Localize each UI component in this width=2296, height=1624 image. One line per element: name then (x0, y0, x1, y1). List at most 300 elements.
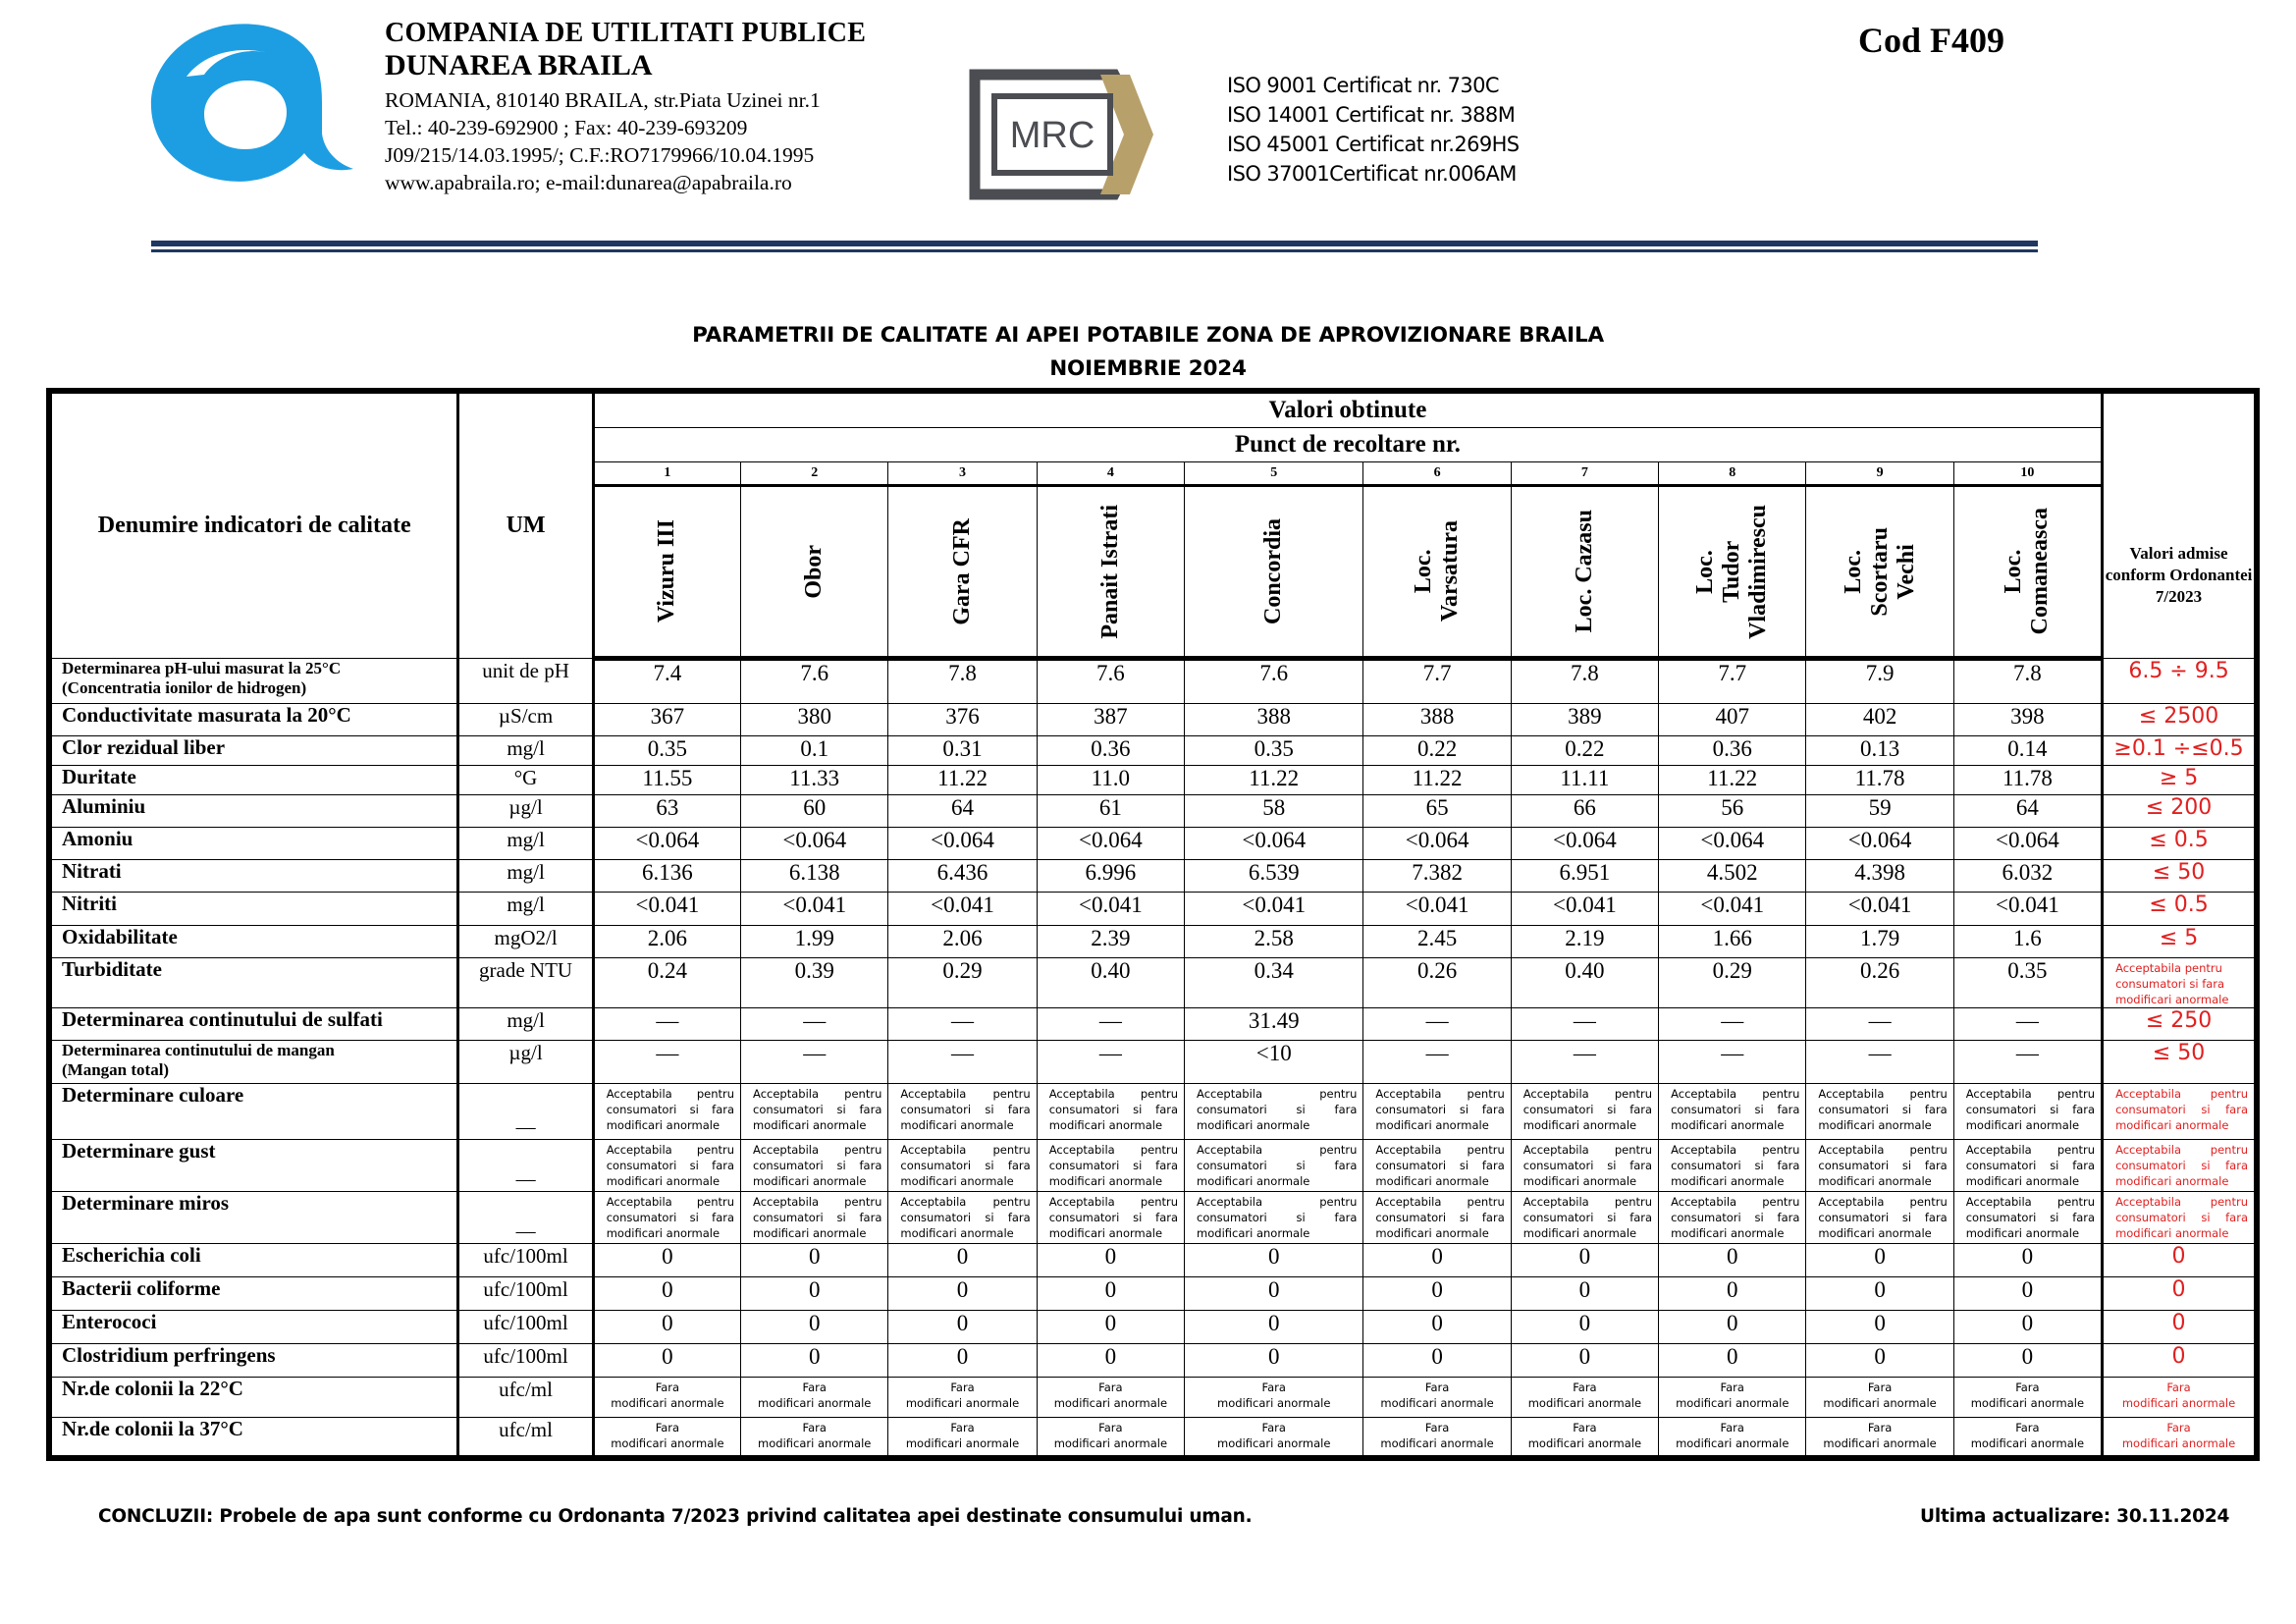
measured-value: Acceptabila pentru consumatori si fara modificari anormale (1185, 1192, 1363, 1244)
unit-of-measure: mg/l (458, 828, 593, 860)
admitted-value: Acceptabila pentru consumatori si fara modificari anormale (2103, 1192, 2257, 1244)
indicator-name (49, 893, 458, 926)
measured-value: 0 (1953, 1311, 2102, 1344)
measured-value: 7.6 (1185, 659, 1363, 704)
measured-value: Acceptabila pentru consumatori si fara modificari anormale (741, 1140, 888, 1192)
measured-value: 7.9 (1806, 659, 1953, 704)
indicator-name (49, 1244, 458, 1277)
measured-value: <0.041 (1185, 893, 1363, 926)
measured-value: 398 (1953, 704, 2102, 736)
measured-value: <0.041 (741, 893, 888, 926)
measured-value: Acceptabila pentru consumatori si fara modificari anormale (1037, 1192, 1184, 1244)
header-values-obtained: Valori obtinute (593, 391, 2102, 428)
measured-value: — (888, 1041, 1037, 1084)
measured-value: 0.22 (1511, 736, 1658, 766)
measured-value: 63 (593, 795, 740, 828)
sampling-point-name-line: Concordia (1260, 518, 1287, 624)
table-row (49, 893, 2257, 926)
iso-line: ISO 37001Certificat nr.006AM (1227, 162, 1517, 186)
measured-value: Acceptabila pentru consumatori si fara modificari anormale (593, 1192, 740, 1244)
unit-of-measure: µS/cm (458, 704, 593, 736)
admitted-value: ≤ 50 (2103, 860, 2257, 893)
sampling-point-number: 5 (1185, 462, 1363, 486)
measured-value: 0 (1185, 1344, 1363, 1378)
measured-value (593, 1418, 740, 1458)
measured-value: 0 (1806, 1344, 1953, 1378)
column-header-indicator: Denumire indicatori de calitate (49, 391, 458, 659)
indicator-name (49, 958, 458, 1008)
measured-value: — (1806, 1041, 1953, 1084)
unit-of-measure: — (458, 1140, 593, 1192)
header-divider (151, 249, 2038, 252)
result-text: Fara (950, 1380, 975, 1394)
measured-value: 0.29 (888, 958, 1037, 1008)
measured-value: 7.8 (1511, 659, 1658, 704)
measured-value: Acceptabila pentru consumatori si fara modificari anormale (1953, 1192, 2102, 1244)
table-row (49, 1344, 2257, 1378)
measured-value: Acceptabila pentru consumatori si fara modificari anormale (1037, 1140, 1184, 1192)
measured-value: <0.064 (1511, 828, 1658, 860)
header-divider (151, 241, 2038, 246)
indicator-name (49, 736, 458, 766)
measured-value: 0.1 (741, 736, 888, 766)
result-text: Fara (1261, 1380, 1286, 1394)
measured-value: 60 (741, 795, 888, 828)
result-text: modificari anormale (611, 1436, 724, 1450)
measured-value: 59 (1806, 795, 1953, 828)
indicator-name-detail: (Mangan total) (62, 1060, 170, 1079)
measured-value: 0 (1953, 1277, 2102, 1311)
result-text: Fara (655, 1421, 680, 1435)
measured-value (1185, 1418, 1363, 1458)
measured-value: 0 (1363, 1311, 1511, 1344)
measured-value: Acceptabila pentru consumatori si fara modificari anormale (888, 1192, 1037, 1244)
measured-value: <0.064 (1953, 828, 2102, 860)
measured-value: <0.041 (1659, 893, 1806, 926)
unit-of-measure: ufc/100ml (458, 1277, 593, 1311)
measured-value: 11.11 (1511, 766, 1658, 795)
measured-value: 0 (1806, 1277, 1953, 1311)
admitted-value (2103, 1418, 2257, 1458)
measured-value: 11.78 (1953, 766, 2102, 795)
measured-value (1037, 1378, 1184, 1418)
result-text: modificari anormale (1823, 1396, 1937, 1410)
indicator-name (49, 1418, 458, 1458)
company-address: ROMANIA, 810140 BRAILA, str.Piata Uzinei nr.1 (385, 87, 821, 112)
indicator-name (49, 1041, 458, 1084)
measured-value: Acceptabila pentru consumatori si fara modificari anormale (741, 1192, 888, 1244)
result-text: Fara (1720, 1421, 1744, 1435)
measured-value: 0 (1037, 1344, 1184, 1378)
measured-value: Acceptabila pentru consumatori si fara modificari anormale (1806, 1140, 1953, 1192)
table-row (49, 828, 2257, 860)
sampling-point-name-line: Loc. (1692, 549, 1719, 594)
indicator-name-text: Bacterii coliforme (62, 1276, 221, 1300)
measured-value: 380 (741, 704, 888, 736)
indicator-name-text: Duritate (62, 765, 136, 788)
measured-value: 11.22 (1363, 766, 1511, 795)
result-text: Fara (1424, 1380, 1450, 1394)
measured-value: 0.29 (1659, 958, 1806, 1008)
indicator-name-text: Determinare gust (62, 1139, 216, 1163)
result-text: modificari anormale (1217, 1436, 1331, 1450)
measured-value: 4.398 (1806, 860, 1953, 893)
result-text: modificari anormale (1380, 1396, 1494, 1410)
measured-value: — (1363, 1008, 1511, 1041)
sampling-point-name-line: Loc. (1411, 549, 1437, 594)
measured-value: <10 (1185, 1041, 1363, 1084)
result-text: modificari anormale (611, 1396, 724, 1410)
measured-value: Acceptabila pentru consumatori si fara modificari anormale (1953, 1140, 2102, 1192)
table-row (49, 1008, 2257, 1041)
measured-value: — (1363, 1041, 1511, 1084)
unit-of-measure: ufc/ml (458, 1418, 593, 1458)
indicator-name-text: Nitriti (62, 892, 117, 915)
column-header-um: UM (458, 391, 593, 659)
measured-value: 0 (1363, 1244, 1511, 1277)
result-text: modificari anormale (1527, 1396, 1642, 1410)
measured-value: 0 (1363, 1344, 1511, 1378)
table-row (49, 1378, 2257, 1418)
sampling-point-name-line: Vizuru III (654, 519, 680, 623)
company-phone: Tel.: 40-239-692900 ; Fax: 40-239-693209 (385, 115, 748, 139)
admitted-value: Acceptabila pentru consumatori si fara modificari anormale (2103, 1140, 2257, 1192)
measured-value: 1.66 (1659, 926, 1806, 958)
sampling-point-number: 10 (1953, 462, 2102, 486)
result-text: Fara (802, 1380, 827, 1394)
result-text: Fara (2166, 1380, 2191, 1394)
result-text: modificari anormale (758, 1396, 872, 1410)
measured-value: 66 (1511, 795, 1658, 828)
sampling-point-number: 3 (888, 462, 1037, 486)
admitted-value: Acceptabila pentru consumatori si fara modificari anormale (2103, 1084, 2257, 1140)
admitted-value: ≥0.1 ÷≤0.5 (2103, 736, 2257, 766)
measured-value: 0 (888, 1244, 1037, 1277)
measured-value: 11.33 (741, 766, 888, 795)
measured-value: 4.502 (1659, 860, 1806, 893)
result-text: Fara (1720, 1380, 1744, 1394)
table-row (49, 766, 2257, 795)
unit-of-measure: ufc/100ml (458, 1311, 593, 1344)
measured-value: 1.99 (741, 926, 888, 958)
measured-value: 2.06 (888, 926, 1037, 958)
table-row (49, 958, 2257, 1008)
measured-value: Acceptabila pentru consumatori si fara modificari anormale (1953, 1084, 2102, 1140)
measured-value: — (1953, 1008, 2102, 1041)
indicator-name-text: Turbiditate (62, 957, 162, 981)
measured-value: 0.36 (1037, 736, 1184, 766)
measured-value: 64 (888, 795, 1037, 828)
measured-value: 0.22 (1363, 736, 1511, 766)
conclusion-text: CONCLUZII: Probele de apa sunt conforme cu Ordonanta 7/2023 privind calitatea apei destinate consumului uman. (98, 1506, 1253, 1527)
measured-value: Acceptabila pentru consumatori si fara modificari anormale (1363, 1084, 1511, 1140)
measured-value: <0.041 (1363, 893, 1511, 926)
measured-value (1511, 1378, 1658, 1418)
measured-value (1806, 1378, 1953, 1418)
measured-value (1659, 1418, 1806, 1458)
sampling-point-name (593, 486, 740, 659)
measured-value: 11.22 (1659, 766, 1806, 795)
sampling-point-name (1806, 486, 1953, 659)
measured-value: 7.8 (1953, 659, 2102, 704)
measured-value: — (1037, 1008, 1184, 1041)
measured-value: 6.951 (1511, 860, 1658, 893)
admitted-value: ≤ 0.5 (2103, 893, 2257, 926)
admitted-value: 0 (2103, 1311, 2257, 1344)
measured-value: 0 (1511, 1277, 1658, 1311)
measured-value: <0.041 (593, 893, 740, 926)
sampling-point-number: 7 (1511, 462, 1658, 486)
measured-value: 6.032 (1953, 860, 2102, 893)
measured-value: 11.22 (1185, 766, 1363, 795)
admitted-value: ≤ 0.5 (2103, 828, 2257, 860)
measured-value (1806, 1418, 1953, 1458)
measured-value: 0 (1185, 1311, 1363, 1344)
measured-value (1363, 1418, 1511, 1458)
measured-value: 367 (593, 704, 740, 736)
measured-value: 11.22 (888, 766, 1037, 795)
unit-of-measure: ufc/ml (458, 1378, 593, 1418)
company-block (385, 18, 866, 196)
sampling-point-name-line: Loc. Cazasu (1571, 510, 1597, 633)
measured-value: 6.996 (1037, 860, 1184, 893)
sampling-point-name (1953, 486, 2102, 659)
measured-value: 407 (1659, 704, 1806, 736)
unit-of-measure: grade NTU (458, 958, 593, 1008)
measured-value: — (1953, 1041, 2102, 1084)
measured-value: 0 (1806, 1311, 1953, 1344)
result-text: modificari anormale (1217, 1396, 1331, 1410)
measured-value: <0.064 (1363, 828, 1511, 860)
water-quality-table (46, 388, 2260, 1461)
indicator-name-detail: (Concentratia ionilor de hidrogen) (62, 678, 307, 697)
measured-value (741, 1418, 888, 1458)
result-text: Fara (1573, 1421, 1597, 1435)
measured-value: 58 (1185, 795, 1363, 828)
measured-value: 402 (1806, 704, 1953, 736)
sampling-point-name-line: Panait Istrati (1096, 504, 1123, 639)
measured-value: Acceptabila pentru consumatori si fara modificari anormale (1659, 1192, 1806, 1244)
sampling-point-number: 2 (741, 462, 888, 486)
measured-value: 0 (593, 1311, 740, 1344)
result-text: Fara (2015, 1380, 2040, 1394)
indicator-name-text: Clostridium perfringens (62, 1343, 276, 1367)
result-text: Fara (1424, 1421, 1450, 1435)
indicator-name-text: Conductivitate masurata la 20°C (62, 703, 351, 727)
indicator-name (49, 926, 458, 958)
measured-value (1037, 1418, 1184, 1458)
measured-value: 0.35 (593, 736, 740, 766)
measured-value: 0.39 (741, 958, 888, 1008)
result-text: Fara (1261, 1421, 1286, 1435)
company-web: www.apabraila.ro; e-mail:dunarea@apabraila.ro (385, 170, 792, 194)
measured-value: 6.136 (593, 860, 740, 893)
header-sampling-point: Punct de recoltare nr. (593, 428, 2102, 462)
measured-value: 7.382 (1363, 860, 1511, 893)
measured-value: 0 (1037, 1277, 1184, 1311)
measured-value: Acceptabila pentru consumatori si fara modificari anormale (1511, 1140, 1658, 1192)
indicator-name (49, 795, 458, 828)
header-admitted-values: Valori admise conform Ordonantei 7/2023 (2103, 462, 2257, 659)
unit-of-measure: ufc/100ml (458, 1244, 593, 1277)
measured-value: — (1511, 1008, 1658, 1041)
sampling-point-name (1363, 486, 1511, 659)
measured-value: <0.064 (1659, 828, 1806, 860)
measured-value: 7.7 (1659, 659, 1806, 704)
result-text: Fara (950, 1421, 975, 1435)
sampling-point-name (741, 486, 888, 659)
company-logo (147, 18, 353, 185)
measured-value: 0.14 (1953, 736, 2102, 766)
measured-value: — (593, 1041, 740, 1084)
indicator-name-text: Nr.de colonii la 37°C (62, 1417, 243, 1440)
table-row (49, 1418, 2257, 1458)
measured-value: — (888, 1008, 1037, 1041)
indicator-name (49, 1008, 458, 1041)
result-text: modificari anormale (905, 1436, 1020, 1450)
measured-value (888, 1378, 1037, 1418)
measured-value: 2.06 (593, 926, 740, 958)
page-title (0, 319, 2296, 386)
measured-value: 11.55 (593, 766, 740, 795)
sampling-point-name-line: Gara CFR (949, 517, 976, 625)
measured-value: <0.064 (1806, 828, 1953, 860)
admitted-value: ≥ 5 (2103, 766, 2257, 795)
measured-value: 11.0 (1037, 766, 1184, 795)
indicator-name (49, 860, 458, 893)
table-row (49, 1277, 2257, 1311)
sampling-point-number: 8 (1659, 462, 1806, 486)
measured-value: <0.041 (1037, 893, 1184, 926)
measured-value: 0 (1659, 1311, 1806, 1344)
measured-value: Acceptabila pentru consumatori si fara modificari anormale (741, 1084, 888, 1140)
iso-line: ISO 45001 Certificat nr.269HS (1227, 133, 1520, 156)
measured-value (741, 1378, 888, 1418)
measured-value: 31.49 (1185, 1008, 1363, 1041)
unit-of-measure: mgO2/l (458, 926, 593, 958)
admitted-value: 0 (2103, 1244, 2257, 1277)
table-row (49, 926, 2257, 958)
table-row (49, 795, 2257, 828)
measured-value: <0.064 (1037, 828, 1184, 860)
measured-value: <0.041 (1953, 893, 2102, 926)
admitted-value: 0 (2103, 1277, 2257, 1311)
measured-value: Acceptabila pentru consumatori si fara modificari anormale (888, 1084, 1037, 1140)
measured-value: 0.13 (1806, 736, 1953, 766)
unit-of-measure: ufc/100ml (458, 1344, 593, 1378)
measured-value: 387 (1037, 704, 1184, 736)
measured-value: 0 (741, 1344, 888, 1378)
result-text: Fara (1867, 1421, 1893, 1435)
unit-of-measure: — (458, 1192, 593, 1244)
measured-value: 2.45 (1363, 926, 1511, 958)
measured-value (1953, 1378, 2102, 1418)
indicator-name-text: Nitrati (62, 859, 122, 883)
result-text: modificari anormale (1053, 1396, 1168, 1410)
measured-value: <0.041 (1511, 893, 1658, 926)
measured-value: 0.36 (1659, 736, 1806, 766)
measured-value: 2.39 (1037, 926, 1184, 958)
sampling-point-name (888, 486, 1037, 659)
measured-value: Acceptabila pentru consumatori si fara modificari anormale (1511, 1192, 1658, 1244)
measured-value: — (741, 1008, 888, 1041)
measured-value (1185, 1378, 1363, 1418)
measured-value: 376 (888, 704, 1037, 736)
mrc-text: MRC (1009, 115, 1095, 156)
sampling-point-name (1659, 486, 1806, 659)
measured-value: 0.40 (1511, 958, 1658, 1008)
sampling-point-name-line: Loc. (1840, 549, 1866, 594)
indicator-name (49, 1084, 458, 1140)
table-row (49, 1084, 2257, 1140)
measured-value: — (1659, 1008, 1806, 1041)
indicator-name (49, 1378, 458, 1418)
measured-value: Acceptabila pentru consumatori si fara modificari anormale (1659, 1084, 1806, 1140)
measured-value: Acceptabila pentru consumatori si fara modificari anormale (1037, 1084, 1184, 1140)
table-row (49, 1140, 2257, 1192)
sampling-point-number: 9 (1806, 462, 1953, 486)
admitted-value: Acceptabila pentru consumatori si fara modificari anormale (2103, 958, 2257, 1008)
measured-value: Acceptabila pentru consumatori si fara modificari anormale (593, 1140, 740, 1192)
indicator-name-text: Determinarea pH-ului masurat la 25°C (62, 659, 342, 677)
measured-value: 0.26 (1806, 958, 1953, 1008)
measured-value: — (1806, 1008, 1953, 1041)
result-text: modificari anormale (1823, 1436, 1937, 1450)
admitted-value: ≤ 250 (2103, 1008, 2257, 1041)
measured-value: <0.064 (741, 828, 888, 860)
result-text: Fara (1573, 1380, 1597, 1394)
measured-value: 7.8 (888, 659, 1037, 704)
measured-value: 0.31 (888, 736, 1037, 766)
company-name: COMPANIA DE UTILITATI PUBLICE (385, 18, 867, 48)
admitted-value: 6.5 ÷ 9.5 (2103, 659, 2257, 704)
result-text: Fara (2015, 1421, 2040, 1435)
indicator-name-text: Clor rezidual liber (62, 735, 226, 759)
sampling-point-name-line: Loc. (2001, 549, 2027, 594)
measured-value: — (741, 1041, 888, 1084)
unit-of-measure: mg/l (458, 736, 593, 766)
indicator-name-text: Determinare culoare (62, 1083, 244, 1107)
measured-value: 389 (1511, 704, 1658, 736)
unit-of-measure: µg/l (458, 795, 593, 828)
indicator-name (49, 659, 458, 704)
measured-value: 56 (1659, 795, 1806, 828)
indicator-name-text: Determinarea continutului de sulfati (62, 1007, 383, 1031)
admitted-value: ≤ 50 (2103, 1041, 2257, 1084)
measured-value: 0 (741, 1311, 888, 1344)
measured-value: 0 (593, 1244, 740, 1277)
measured-value: <0.041 (1806, 893, 1953, 926)
measured-value: 6.539 (1185, 860, 1363, 893)
measured-value: 61 (1037, 795, 1184, 828)
sampling-point-name (1185, 486, 1363, 659)
result-text: Fara (1098, 1421, 1123, 1435)
measured-value: 6.436 (888, 860, 1037, 893)
mrc-certification-logo (967, 61, 1153, 208)
measured-value: 0 (888, 1344, 1037, 1378)
result-text: Fara (655, 1380, 680, 1394)
indicator-name (49, 1311, 458, 1344)
measured-value: 0 (593, 1277, 740, 1311)
unit-of-measure: µg/l (458, 1041, 593, 1084)
measured-value: 388 (1185, 704, 1363, 736)
indicator-name-text: Enterococi (62, 1310, 157, 1333)
indicator-name-text: Amoniu (62, 827, 133, 850)
measured-value: 2.58 (1185, 926, 1363, 958)
measured-value: 0 (1511, 1244, 1658, 1277)
measured-value: 0 (1953, 1244, 2102, 1277)
measured-value: 0 (1953, 1344, 2102, 1378)
